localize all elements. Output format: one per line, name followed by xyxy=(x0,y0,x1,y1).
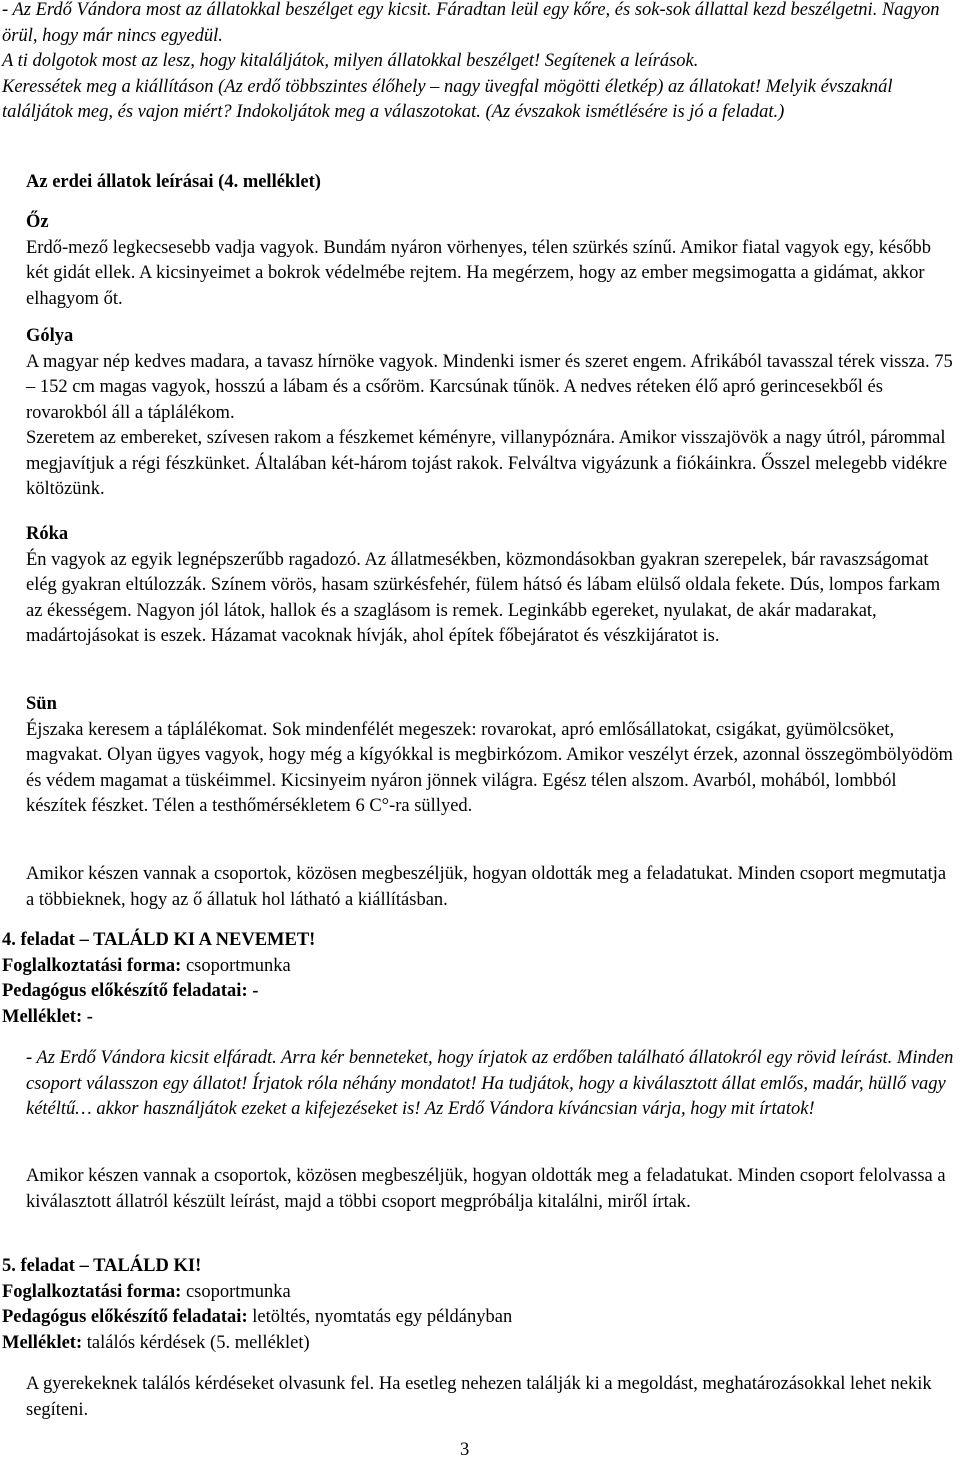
animal-section-sun xyxy=(26,692,954,820)
intro-line-1: - Az Erdő Vándora most az állatokkal beszélget egy kicsit. Fáradtan leül egy kőre, és sok-sok állattal kezd beszélgetni. Nagyon örül, hogy már nincs egyedül. xyxy=(2,0,940,46)
task4-closing xyxy=(26,1164,954,1215)
story-text: - Az Erdő Vándora kicsit elfáradt. Arra kér benneteket, hogy írjatok az erdőben található állatokról egy rövid leírást. Minden csoport válasszon egy állatot! Írjatok róla néhány mondatot! Ha tudjátok, hogy a kiválasztott állat emlős, madár, hüllő vagy kétéltű… akkor használjátok ezeket a kifejezéseket is! Az Erdő Vándora kíváncsian várja, hogy mit írtatok! xyxy=(26,1048,954,1119)
task4-prep: Pedagógus előkészítő feladatai: - xyxy=(2,981,259,1001)
annex-title: Az erdei állatok leírásai (4. melléklet) xyxy=(26,172,321,192)
task5-header xyxy=(2,1254,954,1356)
task3-closing xyxy=(26,862,954,913)
page-number: 3 xyxy=(460,1440,470,1460)
task4-annex: Melléklet: - xyxy=(2,1006,93,1027)
animal-description: Éjszaka keresem a táplálékomat. Sok mindenfélét megeszek: rovarokat, apró emlősállatokat, csigákat, gyümölcsöket, magvakat. Olyan ügyes vagyok, hogy még a kígyókkal is megbirkózom. Amikor veszélyt érzek, azonnal összegömbölyödöm és védem magamat a tüskéimmel. Kicsinyeim nyáron jönnek világra. Egész télen alszom. Avarból, mohából, lombból készítek fészket. Télen a testhőmérsékletem 6 C°-ra süllyed. xyxy=(26,719,953,816)
animal-name: Sün xyxy=(26,694,57,714)
intro-line-3: Keressétek meg a kiállításon (Az erdő többszintes élőhely – nagy üvegfal mögötti életkép) az állatokat! Melyik évszaknál találjátok meg, és vajon miért? Indokoljátok meg a válaszotokat. (Az évszakok ismétlésére is jó a feladat.) xyxy=(2,76,893,122)
annex-heading xyxy=(26,170,954,196)
task5-description xyxy=(26,1372,954,1423)
animal-description: Én vagyok az egyik legnépszerűbb ragadozó. Az állatmesékben, közmondásokban gyakran szerepelek, bár ravaszságomat elég gyakran eltúlozzák. Színem vörös, hasam szürkésfehér, fülem hátsó és lábam elülső oldala fekete. Dús, lompos farkam az ékességem. Nagyon jól látok, hallok és a szaglásom is remek. Leginkább egereket, nyulakat, de akár madarakat, madártojásokat is eszek. Házamat vacoknak hívják, ahol építek főbejáratot és vészkijáratot is. xyxy=(26,549,941,646)
animal-name: Gólya xyxy=(26,326,74,346)
intro-text xyxy=(2,0,954,126)
task5-form: Foglalkoztatási forma: csoportmunka xyxy=(2,1281,291,1302)
task4-story xyxy=(26,1046,954,1123)
animal-section-golya xyxy=(26,324,954,503)
intro-line-2: A ti dolgotok most az lesz, hogy kitaláljátok, milyen állatokkal beszélget! Segítenek a leírások. xyxy=(2,51,699,71)
animal-name: Őz xyxy=(26,212,49,232)
animal-name: Róka xyxy=(26,524,69,544)
animal-description: A magyar nép kedves madara, a tavasz hírnöke vagyok. Mindenki ismer és szeret engem. Afrikából tavasszal térek vissza. 75 – 152 cm magas vagyok, hosszú a lábam és a csőröm. Karcsúnak tűnök. A nedves réteken élő apró gerincesekből és rovarokból áll a táplálékom. xyxy=(26,351,953,423)
animal-description: Erdő-mező legkecsesebb vadja vagyok. Bundám nyáron vörhenyes, télen szürkés színű. Amikor fiatal vagyok egy, később két gidát ellek. A kicsinyeimet a bokrok védelmébe rejtem. Ha megérzem, hogy az ember megsimogatta a gidámat, akkor elhagyom őt. xyxy=(26,237,932,309)
closing-text: Amikor készen vannak a csoportok, közösen megbeszéljük, hogyan oldották meg a feladatukat. Minden csoport felolvassa a kiválasztott állatról készült leírást, majd a többi csoport megpróbálja kitalálni, miről írtak. xyxy=(26,1166,946,1212)
task4-title: 4. feladat – TALÁLD KI A NEVEMET! xyxy=(2,930,316,950)
animal-section-oz xyxy=(26,210,954,312)
task5-title: 5. feladat – TALÁLD KI! xyxy=(2,1256,202,1276)
animal-description: Szeretem az embereket, szívesen rakom a fészkemet kéményre, villanypóznára. Amikor visszajövök a nagy útról, párommal megjavítjuk a régi fészkünket. Általában két-három tojást rakok. Felváltva vigyázunk a fiókáinkra. Ősszel melegebb vidékre költözünk. xyxy=(26,428,948,499)
closing-text: Amikor készen vannak a csoportok, közösen megbeszéljük, hogyan oldották meg a feladatukat. Minden csoport megmutatja a többieknek, hogy az ő állatuk hol látható a kiállításban. xyxy=(26,864,947,910)
task4-form: Foglalkoztatási forma: csoportmunka xyxy=(2,955,291,976)
task5-prep: Pedagógus előkészítő feladatai: letöltés, nyomtatás egy példányban xyxy=(2,1307,513,1327)
desc-text: A gyerekeknek találós kérdéseket olvasunk fel. Ha esetleg nehezen találják ki a megoldást, meghatározásokkal lehet nekik segíteni. xyxy=(26,1374,932,1420)
task4-header xyxy=(2,928,954,1030)
animal-section-roka xyxy=(26,522,954,650)
task5-annex: Melléklet: találós kérdések (5. melléklet) xyxy=(2,1332,310,1353)
